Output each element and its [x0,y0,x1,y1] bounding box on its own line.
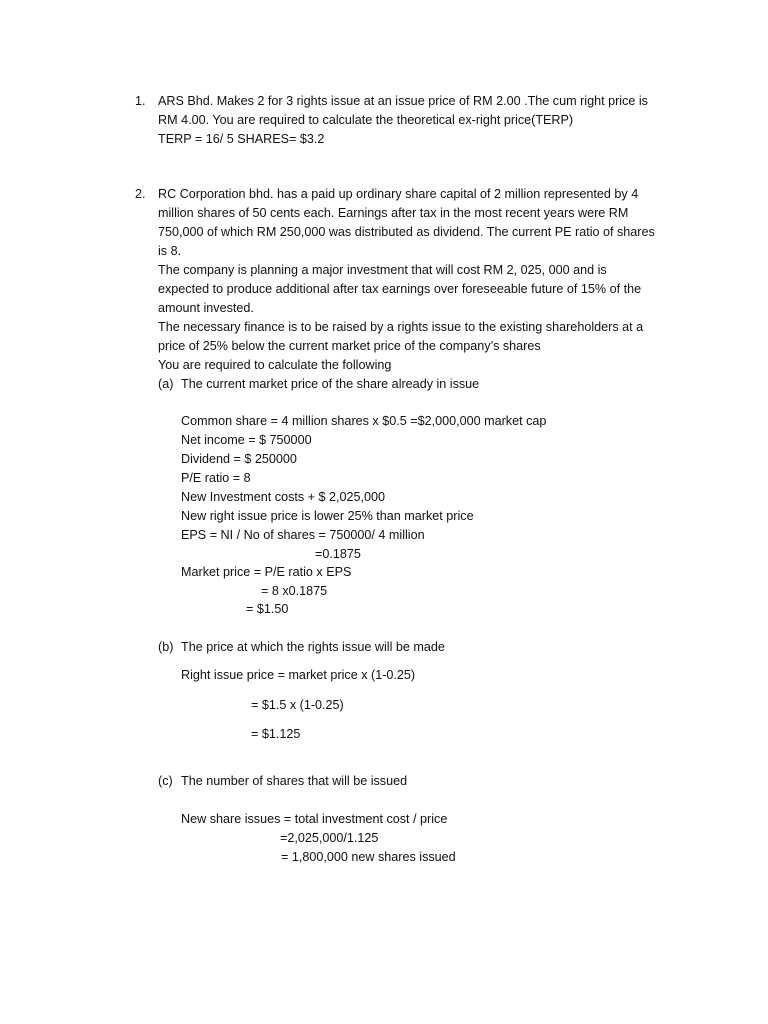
q2-line-9: price of 25% below the current market price of the company’s shares [158,339,541,353]
part-c-line-2: =2,025,000/1.125 [280,831,379,845]
q1-line-1: ARS Bhd. Makes 2 for 3 rights issue at an issue price of RM 2.00 .The cum right price is [158,94,648,108]
part-a-line-6: New right issue price is lower 25% than market price [181,509,474,523]
part-b-line-1: Right issue price = market price x (1-0.25) [181,668,416,682]
part-c-label: (c) [158,774,173,788]
part-c-line-3: = 1,800,000 new shares issued [281,850,456,864]
q2-line-3: 750,000 of which RM 250,000 was distributed as dividend. The current PE ratio of shares [158,225,655,239]
part-a-label: (a) [158,377,174,391]
q1-number: 1. [135,94,146,108]
part-a-line-7: EPS = NI / No of shares = 750000/ 4 million [181,528,425,542]
part-b-line-3: = $1.125 [251,727,301,741]
q2-line-2: million shares of 50 cents each. Earnings after tax in the most recent years were RM [158,206,629,220]
part-a-line-10: = 8 x0.1875 [261,584,328,598]
part-c-line-1: New share issues = total investment cost / price [181,812,448,826]
q1-line-3: TERP = 16/ 5 SHARES= $3.2 [158,132,325,146]
part-a-line-4: P/E ratio = 8 [181,471,251,485]
part-a-line-11: = $1.50 [246,602,289,616]
part-a-line-9: Market price = P/E ratio x EPS [181,565,352,579]
part-c-title: The number of shares that will be issued [181,774,408,788]
q2-line-7: amount invested. [158,301,254,315]
q2-line-10: You are required to calculate the following [158,358,392,372]
part-a-line-2: Net income = $ 750000 [181,433,312,447]
q2-line-8: The necessary finance is to be raised by a rights issue to the existing shareholders at a [158,320,644,334]
part-a-line-5: New Investment costs + $ 2,025,000 [181,490,386,504]
part-b-label: (b) [158,640,174,654]
q2-line-1: RC Corporation bhd. has a paid up ordinary share capital of 2 million represented by 4 [158,187,639,201]
q2-line-6: expected to produce additional after tax earnings over foreseeable future of 15% of the [158,282,642,296]
q1-line-2: RM 4.00. You are required to calculate the theoretical ex-right price(TERP) [158,113,574,127]
part-b-title: The price at which the rights issue will be made [181,640,445,654]
part-b-line-2: = $1.5 x (1-0.25) [251,698,344,712]
q2-line-4: is 8. [158,244,182,258]
part-a-line-8: =0.1875 [315,547,361,561]
part-a-line-1: Common share = 4 million shares x $0.5 =$2,000,000 market cap [181,414,547,428]
q2-line-5: The company is planning a major investment that will cost RM 2, 025, 000 and is [158,263,607,277]
part-a-line-3: Dividend = $ 250000 [181,452,297,466]
part-a-title: The current market price of the share already in issue [181,377,480,391]
q2-number: 2. [135,187,146,201]
